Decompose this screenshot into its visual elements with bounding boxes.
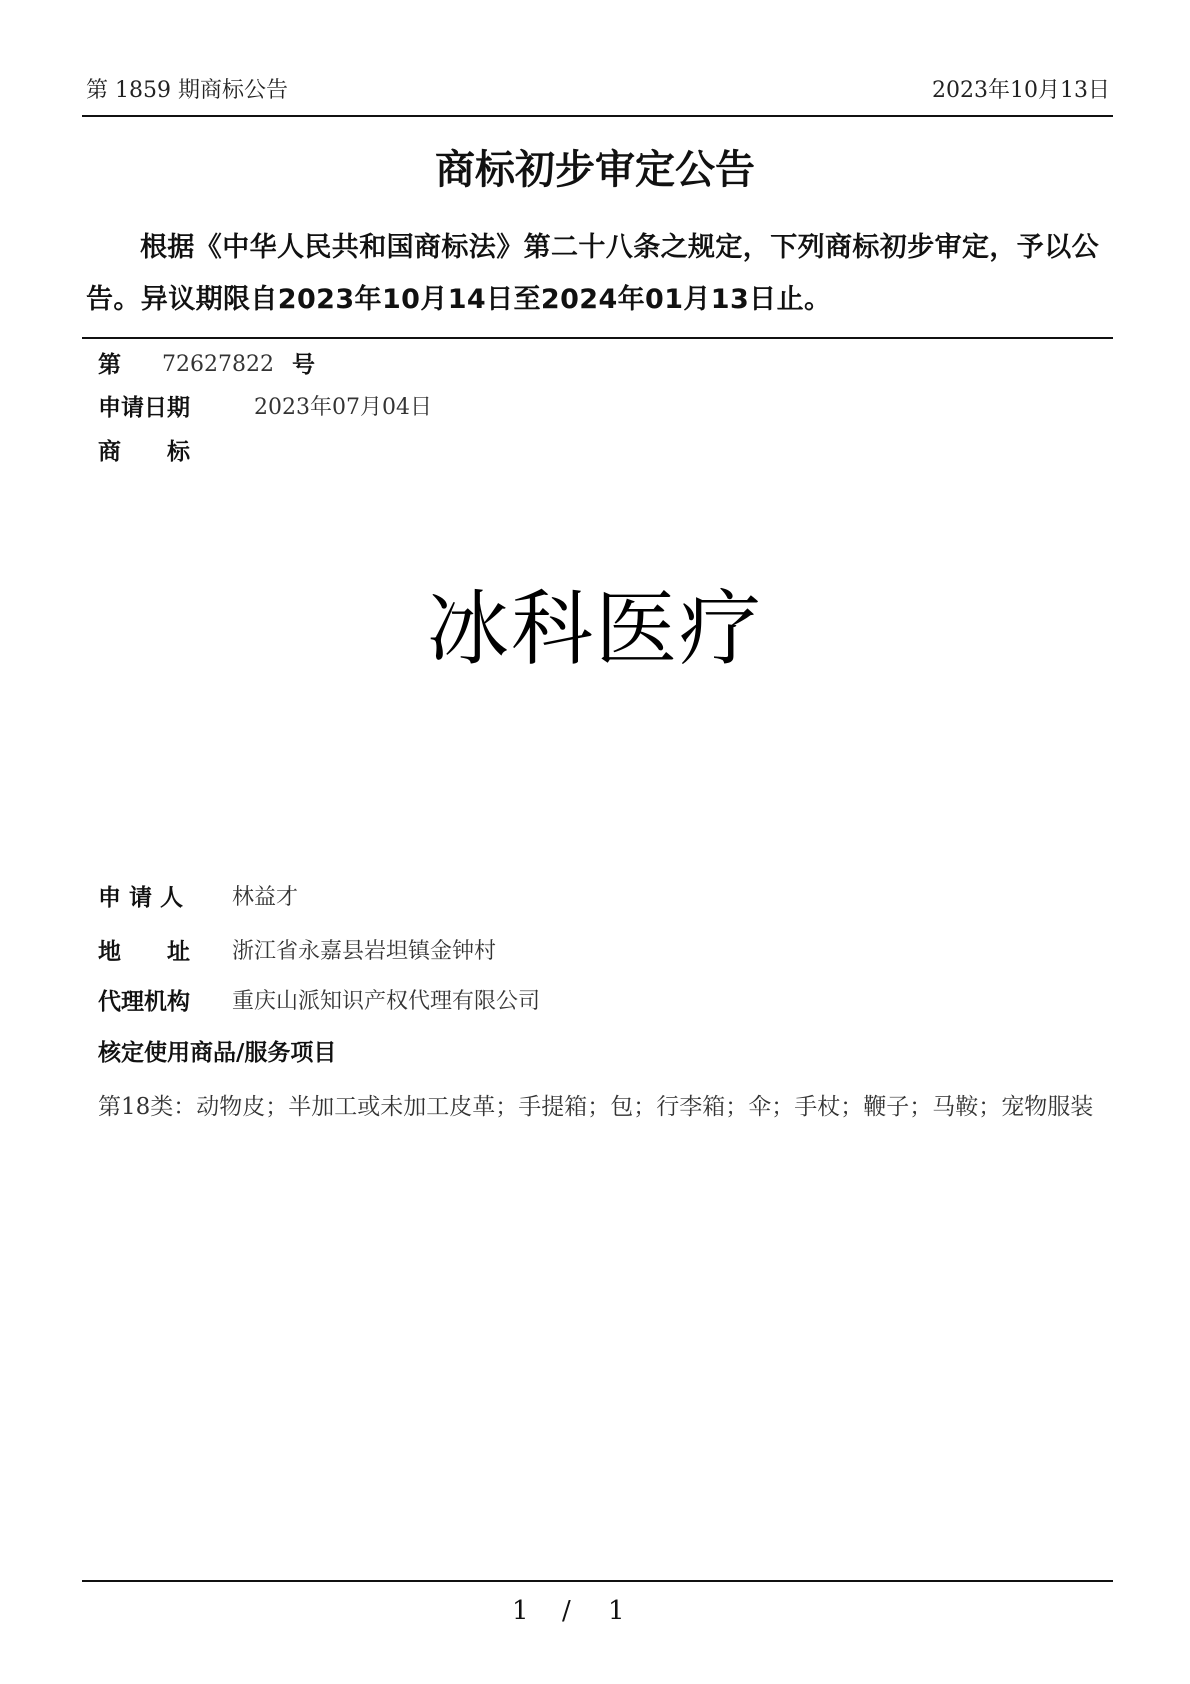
page-current: 1 [512,1596,529,1626]
address-label: 地 址 [98,939,190,965]
applicant-label: 申 请 人 [98,885,184,911]
apply-date-value: 2023年07月04日 [254,395,432,420]
number-prefix: 第 [98,352,121,378]
registration-number: 72627822 [162,352,274,377]
apply-date-label: 申请日期 [98,395,190,421]
issue-date: 2023年10月13日 [932,78,1110,103]
number-suffix: 号 [292,352,315,378]
page-separator: / [562,1596,571,1626]
goods-label: 核定使用商品/服务项目 [98,1040,337,1066]
intro-divider [82,337,1113,339]
goods-list: 第18类：动物皮；半加工或未加工皮革；手提箱；包；行李箱；伞；手杖；鞭子；马鞍；宠物服装 [98,1094,1094,1120]
trademark-text: 冰科医疗 [426,582,763,677]
agency-value: 重庆山派知识产权代理有限公司 [232,989,541,1014]
applicant-value: 林益才 [232,885,299,910]
mark-label: 商 标 [98,439,190,465]
issue-number: 第 1859 期商标公告 [86,78,288,103]
footer-divider [82,1580,1113,1582]
address-value: 浙江省永嘉县岩坦镇金钟村 [232,939,497,964]
page-total: 1 [608,1596,625,1626]
agency-label: 代理机构 [98,989,190,1015]
announcement-intro: 根据《中华人民共和国商标法》第二十八条之规定，下列商标初步审定，予以公告。异议期限自2023年10月14日至2024年01月13日止。 [86,232,1099,315]
page-title: 商标初步审定公告 [435,146,755,193]
header-divider [82,115,1113,117]
